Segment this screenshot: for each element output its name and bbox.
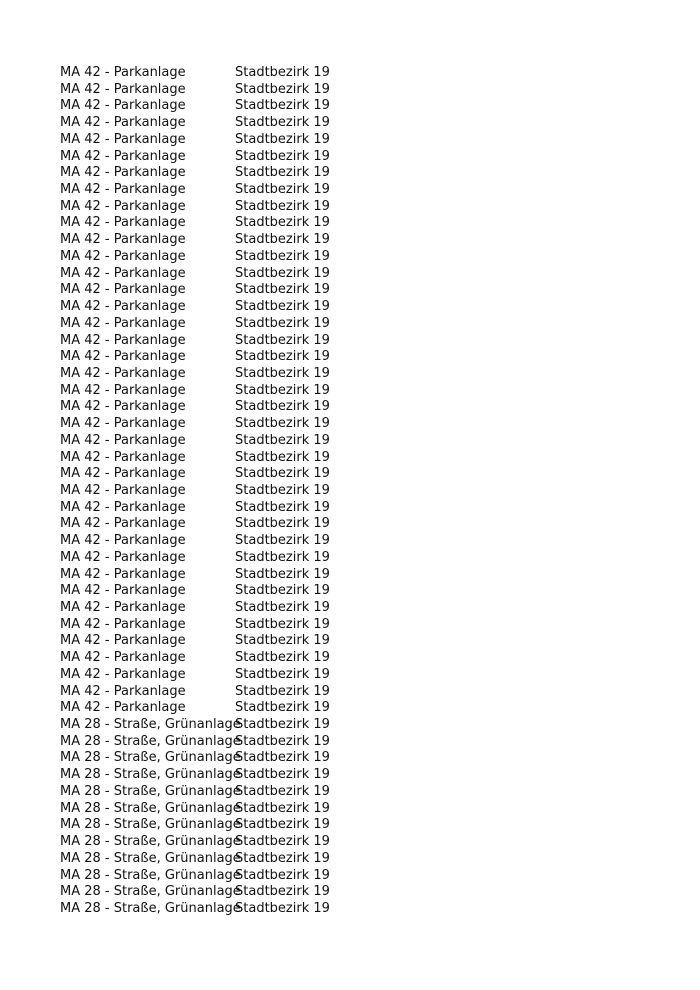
department-cell: MA 42 - Parkanlage [60,248,186,264]
table-row [60,115,480,132]
department-cell: MA 28 - Straße, Grünanlage [60,750,241,766]
table-row [60,600,480,617]
department-cell: MA 42 - Parkanlage [60,182,186,198]
table-row [60,433,480,450]
department-cell: MA 42 - Parkanlage [60,683,186,699]
district-cell: Stadtbezirk 19 [235,482,330,498]
department-cell: MA 42 - Parkanlage [60,700,186,716]
district-cell: Stadtbezirk 19 [235,834,330,850]
table-row [60,65,480,82]
table-row [60,717,480,734]
district-cell: Stadtbezirk 19 [235,466,330,482]
district-cell: Stadtbezirk 19 [235,499,330,515]
table-row [60,399,480,416]
table-row [60,684,480,701]
table-row [60,567,480,584]
district-cell: Stadtbezirk 19 [235,315,330,331]
department-cell: MA 42 - Parkanlage [60,65,186,80]
table-row [60,633,480,650]
table-row [60,98,480,115]
table-row [60,767,480,784]
district-cell: Stadtbezirk 19 [235,416,330,432]
department-cell: MA 42 - Parkanlage [60,215,186,231]
district-cell: Stadtbezirk 19 [235,349,330,365]
district-cell: Stadtbezirk 19 [235,449,330,465]
district-cell: Stadtbezirk 19 [235,650,330,666]
department-cell: MA 42 - Parkanlage [60,449,186,465]
data-table [60,65,480,918]
department-cell: MA 42 - Parkanlage [60,232,186,248]
department-cell: MA 42 - Parkanlage [60,382,186,398]
department-cell: MA 42 - Parkanlage [60,315,186,331]
department-cell: MA 42 - Parkanlage [60,533,186,549]
table-row [60,416,480,433]
district-cell: Stadtbezirk 19 [235,182,330,198]
table-row [60,383,480,400]
district-cell: Stadtbezirk 19 [235,549,330,565]
table-row [60,884,480,901]
table-row [60,165,480,182]
district-cell: Stadtbezirk 19 [235,767,330,783]
department-cell: MA 28 - Straße, Grünanlage [60,867,241,883]
table-row [60,817,480,834]
table-row [60,182,480,199]
department-cell: MA 42 - Parkanlage [60,466,186,482]
department-cell: MA 42 - Parkanlage [60,198,186,214]
district-cell: Stadtbezirk 19 [235,583,330,599]
district-cell: Stadtbezirk 19 [235,365,330,381]
district-cell: Stadtbezirk 19 [235,683,330,699]
department-cell: MA 42 - Parkanlage [60,616,186,632]
department-cell: MA 28 - Straße, Grünanlage [60,817,241,833]
table-row [60,349,480,366]
district-cell: Stadtbezirk 19 [235,332,330,348]
table-row [60,516,480,533]
table-row [60,132,480,149]
department-cell: MA 42 - Parkanlage [60,499,186,515]
district-cell: Stadtbezirk 19 [235,633,330,649]
district-cell: Stadtbezirk 19 [235,399,330,415]
district-cell: Stadtbezirk 19 [235,800,330,816]
table-row [60,750,480,767]
table-row [60,868,480,885]
table-row [60,784,480,801]
department-cell: MA 42 - Parkanlage [60,81,186,97]
department-cell: MA 42 - Parkanlage [60,131,186,147]
department-cell: MA 42 - Parkanlage [60,349,186,365]
department-cell: MA 28 - Straße, Grünanlage [60,850,241,866]
department-cell: MA 28 - Straße, Grünanlage [60,884,241,900]
district-cell: Stadtbezirk 19 [235,382,330,398]
table-row [60,316,480,333]
table-row [60,483,480,500]
table-row [60,550,480,567]
department-cell: MA 28 - Straße, Grünanlage [60,900,241,916]
department-cell: MA 42 - Parkanlage [60,600,186,615]
district-cell: Stadtbezirk 19 [235,817,330,833]
department-cell: MA 42 - Parkanlage [60,365,186,381]
department-cell: MA 42 - Parkanlage [60,265,186,281]
table-row [60,232,480,249]
district-cell: Stadtbezirk 19 [235,115,330,131]
district-cell: Stadtbezirk 19 [235,165,330,181]
department-cell: MA 42 - Parkanlage [60,399,186,415]
department-cell: MA 42 - Parkanlage [60,633,186,649]
table-row [60,266,480,283]
department-cell: MA 42 - Parkanlage [60,583,186,599]
department-cell: MA 42 - Parkanlage [60,549,186,565]
department-cell: MA 42 - Parkanlage [60,566,186,582]
district-cell: Stadtbezirk 19 [235,65,330,80]
district-cell: Stadtbezirk 19 [235,850,330,866]
district-cell: Stadtbezirk 19 [235,666,330,682]
table-row [60,82,480,99]
district-cell: Stadtbezirk 19 [235,867,330,883]
department-cell: MA 42 - Parkanlage [60,98,186,114]
table-row [60,249,480,266]
department-cell: MA 28 - Straße, Grünanlage [60,717,241,733]
district-cell: Stadtbezirk 19 [235,900,330,916]
table-row [60,851,480,868]
district-cell: Stadtbezirk 19 [235,131,330,147]
department-cell: MA 42 - Parkanlage [60,148,186,164]
district-cell: Stadtbezirk 19 [235,616,330,632]
table-row [60,199,480,216]
table-row [60,583,480,600]
district-cell: Stadtbezirk 19 [235,750,330,766]
district-cell: Stadtbezirk 19 [235,148,330,164]
table-row [60,450,480,467]
district-cell: Stadtbezirk 19 [235,533,330,549]
department-cell: MA 42 - Parkanlage [60,165,186,181]
department-cell: MA 42 - Parkanlage [60,666,186,682]
table-row [60,650,480,667]
district-cell: Stadtbezirk 19 [235,884,330,900]
district-cell: Stadtbezirk 19 [235,215,330,231]
department-cell: MA 42 - Parkanlage [60,299,186,315]
district-cell: Stadtbezirk 19 [235,783,330,799]
department-cell: MA 42 - Parkanlage [60,282,186,298]
table-row [60,282,480,299]
district-cell: Stadtbezirk 19 [235,98,330,114]
district-cell: Stadtbezirk 19 [235,600,330,615]
district-cell: Stadtbezirk 19 [235,232,330,248]
department-cell: MA 42 - Parkanlage [60,432,186,448]
district-cell: Stadtbezirk 19 [235,198,330,214]
district-cell: Stadtbezirk 19 [235,265,330,281]
table-row [60,801,480,818]
department-cell: MA 42 - Parkanlage [60,115,186,131]
department-cell: MA 28 - Straße, Grünanlage [60,800,241,816]
district-cell: Stadtbezirk 19 [235,299,330,315]
department-cell: MA 42 - Parkanlage [60,416,186,432]
district-cell: Stadtbezirk 19 [235,717,330,733]
department-cell: MA 28 - Straße, Grünanlage [60,767,241,783]
district-cell: Stadtbezirk 19 [235,700,330,716]
table-row [60,149,480,166]
department-cell: MA 42 - Parkanlage [60,516,186,532]
table-row [60,533,480,550]
department-cell: MA 42 - Parkanlage [60,482,186,498]
table-row [60,366,480,383]
table-row [60,667,480,684]
district-cell: Stadtbezirk 19 [235,733,330,749]
district-cell: Stadtbezirk 19 [235,566,330,582]
department-cell: MA 42 - Parkanlage [60,332,186,348]
table-row [60,299,480,316]
table-row [60,333,480,350]
department-cell: MA 42 - Parkanlage [60,650,186,666]
district-cell: Stadtbezirk 19 [235,432,330,448]
table-row [60,901,480,918]
table-row [60,500,480,517]
table-row [60,734,480,751]
table-row [60,617,480,634]
table-row [60,466,480,483]
table-row [60,700,480,717]
department-cell: MA 28 - Straße, Grünanlage [60,834,241,850]
district-cell: Stadtbezirk 19 [235,248,330,264]
department-cell: MA 28 - Straße, Grünanlage [60,783,241,799]
district-cell: Stadtbezirk 19 [235,516,330,532]
district-cell: Stadtbezirk 19 [235,81,330,97]
table-row [60,834,480,851]
district-cell: Stadtbezirk 19 [235,282,330,298]
department-cell: MA 28 - Straße, Grünanlage [60,733,241,749]
table-row [60,215,480,232]
